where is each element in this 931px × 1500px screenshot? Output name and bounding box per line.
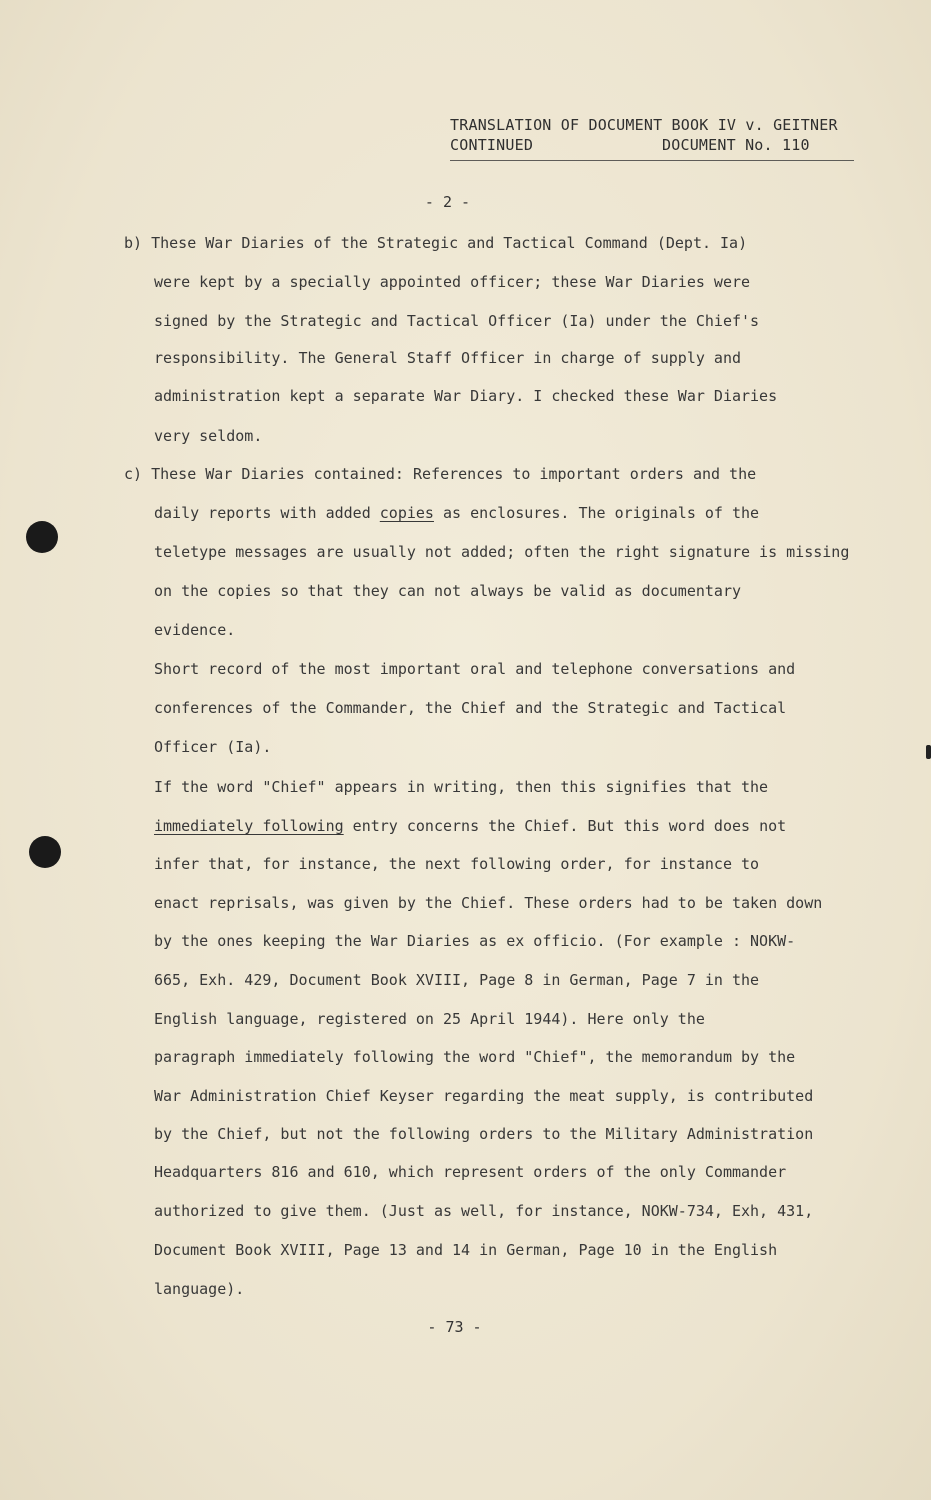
paragraph-line: infer that, for instance, the next following order, for instance to [154, 855, 760, 873]
paragraph-line: signed by the Strategic and Tactical Officer (Ia) under the Chief's [154, 312, 760, 330]
punch-hole [29, 836, 61, 868]
paragraph-line: responsibility. The General Staff Officer in charge of supply and [154, 349, 741, 367]
paragraph-line: evidence. [154, 621, 236, 639]
paragraph-line: If the word "Chief" appears in writing, then this signifies that the [154, 778, 769, 796]
paragraph-line: c) These War Diaries contained: References to important orders and the [124, 465, 757, 483]
text-run: daily reports with added [154, 504, 380, 522]
paragraph-line: on the copies so that they can not always be valid as documentary [154, 582, 741, 600]
paragraph-line: very seldom. [154, 427, 263, 445]
paragraph-line [154, 503, 759, 523]
paragraph-line: English language, registered on 25 April 1944). Here only the [154, 1010, 705, 1028]
header-rule [450, 160, 854, 161]
text-run: as enclosures. The originals of the [433, 504, 760, 522]
paragraph-line [154, 816, 786, 836]
paragraph-line: administration kept a separate War Diary. I checked these War Diaries [154, 387, 778, 405]
header-title: TRANSLATION OF DOCUMENT BOOK IV v. GEITNER [450, 116, 838, 134]
paragraph-line: by the Chief, but not the following orders to the Military Administration [154, 1125, 814, 1143]
header-document-number: DOCUMENT No. 110 [662, 136, 810, 154]
edge-mark [926, 745, 931, 759]
paragraph-line: were kept by a specially appointed officer; these War Diaries were [154, 273, 751, 291]
paragraph-line: b) These War Diaries of the Strategic and Tactical Command (Dept. Ia) [124, 234, 748, 252]
document-header [450, 115, 838, 155]
paragraph-line: 665, Exh. 429, Document Book XVIII, Page 8 in German, Page 7 in the [154, 971, 760, 989]
paragraph-line: War Administration Chief Keyser regarding the meat supply, is contributed [154, 1087, 814, 1105]
paragraph-line: authorized to give them. (Just as well, for instance, NOKW-734, Exh, 431, [154, 1202, 814, 1220]
punch-hole [26, 521, 58, 553]
paragraph-line: Headquarters 816 and 610, which represent orders of the only Commander [154, 1163, 787, 1181]
paragraph-line: Short record of the most important oral and telephone conversations and [154, 660, 796, 678]
paragraph-line: by the ones keeping the War Diaries as ex officio. (For example : NOKW- [154, 932, 796, 950]
paragraph-line: language). [154, 1280, 245, 1298]
page-number-bottom: - 73 - [427, 1318, 482, 1336]
paragraph-line: enact reprisals, was given by the Chief. These orders had to be taken down [154, 894, 823, 912]
underlined-text: copies [379, 504, 434, 522]
text-run: entry concerns the Chief. But this word does not [343, 817, 787, 835]
paragraph-line: paragraph immediately following the word "Chief", the memorandum by the [154, 1048, 796, 1066]
paragraph-line: conferences of the Commander, the Chief and the Strategic and Tactical [154, 699, 787, 717]
header-continued: CONTINUED [450, 136, 534, 154]
page-number-top: - 2 - [424, 193, 471, 211]
header-subtitle [450, 135, 838, 155]
paragraph-line: teletype messages are usually not added; often the right signature is missing [154, 543, 850, 561]
underlined-text: immediately following [154, 817, 344, 835]
paragraph-line: Document Book XVIII, Page 13 and 14 in German, Page 10 in the English [154, 1241, 778, 1259]
paragraph-line: Officer (Ia). [154, 738, 272, 756]
